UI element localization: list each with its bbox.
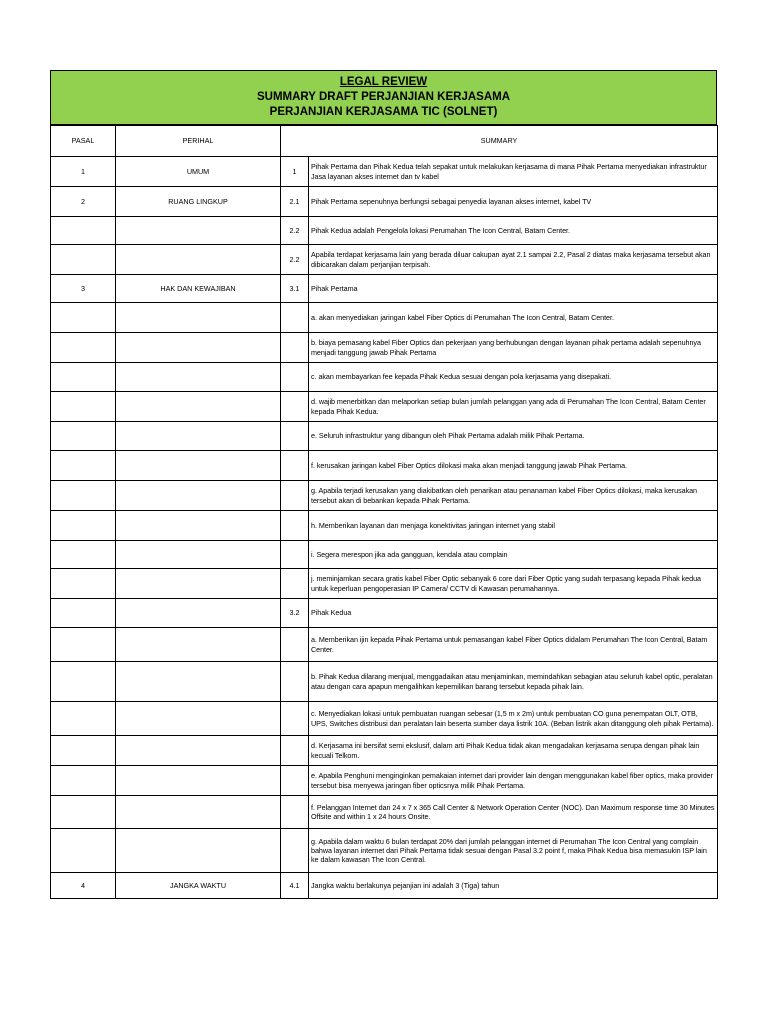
cell-clause-number: 3.2 bbox=[281, 599, 309, 628]
cell-pasal bbox=[51, 303, 116, 333]
table-row bbox=[51, 217, 718, 245]
table-row bbox=[51, 363, 718, 392]
cell-perihal bbox=[116, 363, 281, 392]
cell-clause-number: 1 bbox=[281, 157, 309, 187]
cell-clause-number bbox=[281, 511, 309, 541]
cell-summary: d. wajib menerbitkan dan melaporkan setiap bulan jumlah pelanggan yang ada di Perumahan The Icon Central, Batam Center kepada Pihak Kedua. bbox=[309, 392, 718, 422]
table-row bbox=[51, 333, 718, 363]
cell-perihal bbox=[116, 829, 281, 873]
table-body bbox=[51, 157, 718, 899]
header-summary: SUMMARY bbox=[281, 126, 718, 157]
table-row bbox=[51, 187, 718, 217]
cell-summary: g. Apabila dalam waktu 6 bulan terdapat 20% dari jumlah pelanggan internet di Perumahan The Icon Central yang complain bahwa layanan internet dari Pihak Pertama tidak sesuai dengan Pasal 3.2 point f, maka Pihak Kedua bisa memasukin ISP lain ke dalam kawasan The Icon Central. bbox=[309, 829, 718, 873]
cell-pasal bbox=[51, 217, 116, 245]
cell-pasal bbox=[51, 766, 116, 796]
cell-summary: d. Kerjasama ini bersifat semi ekslusif, dalam arti Pihak Kedua tidak akan mengadakan kerjasama serupa dengan pihak lain kecuali Telkom. bbox=[309, 736, 718, 766]
cell-perihal bbox=[116, 569, 281, 599]
cell-pasal bbox=[51, 628, 116, 662]
cell-perihal bbox=[116, 796, 281, 829]
cell-perihal bbox=[116, 333, 281, 363]
table-row bbox=[51, 451, 718, 481]
cell-pasal bbox=[51, 541, 116, 569]
cell-pasal bbox=[51, 333, 116, 363]
cell-clause-number bbox=[281, 569, 309, 599]
header-row bbox=[51, 126, 718, 157]
cell-clause-number bbox=[281, 333, 309, 363]
cell-clause-number: 4.1 bbox=[281, 873, 309, 899]
cell-pasal bbox=[51, 245, 116, 275]
cell-perihal bbox=[116, 511, 281, 541]
cell-pasal bbox=[51, 511, 116, 541]
cell-pasal bbox=[51, 569, 116, 599]
table-row bbox=[51, 796, 718, 829]
table-row bbox=[51, 873, 718, 899]
table-row bbox=[51, 511, 718, 541]
table-row bbox=[51, 481, 718, 511]
cell-perihal bbox=[116, 245, 281, 275]
cell-perihal bbox=[116, 541, 281, 569]
cell-summary: e. Apabila Penghuni menginginkan pemakaian internet dari provider lain dengan menggunakan kabel fiber optics, maka provider tersebut bisa menyewa jaringan fiber opticsnya milik Pihak Pertama. bbox=[309, 766, 718, 796]
cell-summary: Pihak Kedua bbox=[309, 599, 718, 628]
cell-clause-number: 2.2 bbox=[281, 245, 309, 275]
cell-perihal: UMUM bbox=[116, 157, 281, 187]
summary-table bbox=[50, 125, 718, 899]
cell-pasal: 1 bbox=[51, 157, 116, 187]
cell-clause-number bbox=[281, 702, 309, 736]
table-row bbox=[51, 275, 718, 303]
cell-perihal bbox=[116, 628, 281, 662]
cell-pasal bbox=[51, 363, 116, 392]
cell-perihal bbox=[116, 766, 281, 796]
cell-perihal bbox=[116, 736, 281, 766]
cell-pasal bbox=[51, 829, 116, 873]
cell-clause-number bbox=[281, 736, 309, 766]
cell-summary: f. kerusakan jaringan kabel Fiber Optics dilokasi maka akan menjadi tanggung jawab Pihak Pertama. bbox=[309, 451, 718, 481]
cell-perihal bbox=[116, 451, 281, 481]
cell-pasal: 3 bbox=[51, 275, 116, 303]
table-row bbox=[51, 662, 718, 702]
cell-pasal bbox=[51, 736, 116, 766]
table-row bbox=[51, 157, 718, 187]
cell-summary: i. Segera merespon jika ada gangguan, kendala atau complain bbox=[309, 541, 718, 569]
cell-perihal: RUANG LINGKUP bbox=[116, 187, 281, 217]
cell-perihal bbox=[116, 217, 281, 245]
table-row bbox=[51, 829, 718, 873]
cell-clause-number bbox=[281, 541, 309, 569]
cell-summary: Pihak Pertama sepenuhnya berfungsi sebagai penyedia layanan akses internet, kabel TV bbox=[309, 187, 718, 217]
cell-summary: c. akan membayarkan fee kepada Pihak Kedua sesuai dengan pola kerjasama yang disepakati. bbox=[309, 363, 718, 392]
cell-perihal bbox=[116, 481, 281, 511]
table-row bbox=[51, 569, 718, 599]
cell-clause-number bbox=[281, 628, 309, 662]
table-row bbox=[51, 628, 718, 662]
cell-clause-number: 2.1 bbox=[281, 187, 309, 217]
cell-clause-number bbox=[281, 422, 309, 451]
cell-pasal bbox=[51, 796, 116, 829]
table-row bbox=[51, 422, 718, 451]
cell-summary: e. Seluruh infrastruktur yang dibangun oleh Pihak Pertama adalah milik Pihak Pertama. bbox=[309, 422, 718, 451]
cell-summary: Pihak Pertama dan Pihak Kedua telah sepakat untuk melakukan kerjasama di mana Pihak Pertama menyediakan infrastruktur Jasa layanan akses internet dan tv kabel bbox=[309, 157, 718, 187]
cell-pasal: 4 bbox=[51, 873, 116, 899]
cell-clause-number bbox=[281, 766, 309, 796]
cell-perihal bbox=[116, 303, 281, 333]
cell-summary: b. biaya pemasang kabel Fiber Optics dan pekerjaan yang berhubungan dengan layanan pihak pertama adalah sepenuhnya menjadi tanggung jawab Pihak Pertama bbox=[309, 333, 718, 363]
cell-clause-number bbox=[281, 451, 309, 481]
cell-perihal bbox=[116, 422, 281, 451]
cell-summary: b. Pihak Kedua dilarang menjual, menggadaikan atau menjaminkan, memindahkan sebagian atau seluruh kabel optic, peralatan atau dengan cara apapun mengalihkan kepemilikan barang tersebut kepada pihak lain. bbox=[309, 662, 718, 702]
cell-pasal bbox=[51, 451, 116, 481]
cell-summary: j. meminjamkan secara gratis kabel Fiber Optic sebanyak 6 core dari Fiber Optic yang sudah terpasang kepada Pihak kedua untuk keperluan pengoperasian IP Camera/ CCTV di Kawasan perumahannya. bbox=[309, 569, 718, 599]
cell-summary: Apabila terdapat kerjasama lain yang berada diluar cakupan ayat 2.1 sampai 2.2, Pasal 2 diatas maka kerjasama tersebut akan dibicarakan dalam perjanjian terpisah. bbox=[309, 245, 718, 275]
cell-summary: f. Pelanggan Internet dan 24 x 7 x 365 Call Center & Network Operation Center (NOC). Dan Maximum response time 30 Minutes Offsite and within 1 x 24 hours Onsite. bbox=[309, 796, 718, 829]
table-row bbox=[51, 245, 718, 275]
cell-summary: a. Memberikan ijin kepada Pihak Pertama untuk pemasangan kabel Fiber Optics didalam Perumahan The Icon Central, Batam Center. bbox=[309, 628, 718, 662]
table-row bbox=[51, 736, 718, 766]
title-agreement-name: PERJANJIAN KERJASAMA TIC (SOLNET) bbox=[269, 106, 498, 118]
title-summary-draft: SUMMARY DRAFT PERJANJIAN KERJASAMA bbox=[256, 91, 511, 103]
cell-summary: h. Memberikan layanan dan menjaga konektivitas jaringan internet yang stabil bbox=[309, 511, 718, 541]
cell-summary: a. akan menyediakan jaringan kabel Fiber Optics di Perumahan The Icon Central, Batam Center. bbox=[309, 303, 718, 333]
cell-clause-number: 2.2 bbox=[281, 217, 309, 245]
cell-pasal bbox=[51, 392, 116, 422]
cell-clause-number bbox=[281, 796, 309, 829]
cell-perihal: HAK DAN KEWAJIBAN bbox=[116, 275, 281, 303]
table-row bbox=[51, 392, 718, 422]
cell-pasal bbox=[51, 702, 116, 736]
cell-perihal: JANGKA WAKTU bbox=[116, 873, 281, 899]
cell-pasal bbox=[51, 422, 116, 451]
cell-clause-number bbox=[281, 363, 309, 392]
cell-perihal bbox=[116, 702, 281, 736]
table-row bbox=[51, 303, 718, 333]
cell-perihal bbox=[116, 662, 281, 702]
table-row bbox=[51, 541, 718, 569]
cell-pasal bbox=[51, 662, 116, 702]
cell-clause-number bbox=[281, 829, 309, 873]
cell-summary: Pihak Pertama bbox=[309, 275, 718, 303]
cell-perihal bbox=[116, 392, 281, 422]
table-row bbox=[51, 702, 718, 736]
header-pasal: PASAL bbox=[51, 126, 116, 157]
cell-clause-number bbox=[281, 662, 309, 702]
cell-pasal: 2 bbox=[51, 187, 116, 217]
cell-clause-number bbox=[281, 392, 309, 422]
header-perihal: PERIHAL bbox=[116, 126, 281, 157]
title-legal-review: LEGAL REVIEW bbox=[339, 76, 428, 88]
cell-summary: c. Menyediakan lokasi untuk pembuatan ruangan sebesar (1,5 m x 2m) untuk pembuatan CO guna penempatan OLT, OTB, UPS, Switches distribusi dan peralatan lain beserta sumber daya listrik 10A. (Beban listrik akan ditanggung oleh pihak Pertama). bbox=[309, 702, 718, 736]
title-block bbox=[50, 70, 717, 125]
cell-summary: g. Apabila terjadi kerusakan yang diakibatkan oleh penarikan atau penanaman kabel Fiber Optics dilokasi, maka kerusakan tersebut akan di bebankan kepada Pihak Pertama. bbox=[309, 481, 718, 511]
table-row bbox=[51, 766, 718, 796]
cell-clause-number bbox=[281, 481, 309, 511]
cell-pasal bbox=[51, 481, 116, 511]
cell-summary: Pihak Kedua adalah Pengelola lokasi Perumahan The Icon Central, Batam Center. bbox=[309, 217, 718, 245]
table-row bbox=[51, 599, 718, 628]
cell-clause-number: 3.1 bbox=[281, 275, 309, 303]
legal-review-sheet bbox=[50, 70, 717, 899]
cell-summary: Jangka waktu berlakunya pejanjian ini adalah 3 (Tiga) tahun bbox=[309, 873, 718, 899]
cell-perihal bbox=[116, 599, 281, 628]
cell-pasal bbox=[51, 599, 116, 628]
cell-clause-number bbox=[281, 303, 309, 333]
